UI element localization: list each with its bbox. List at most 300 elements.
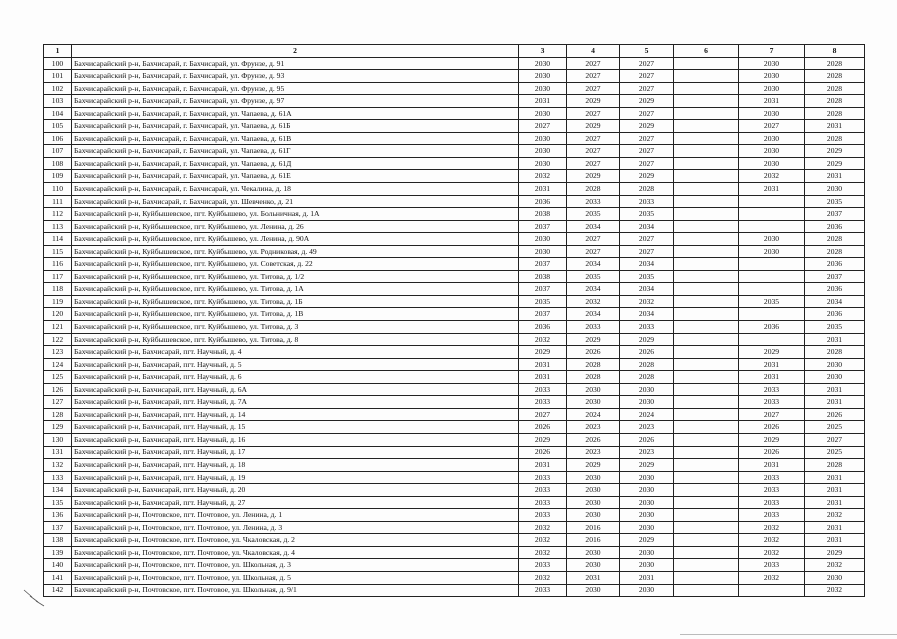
column-header: 6 [674,45,739,58]
row-number-cell: 105 [44,120,72,133]
col6-value-cell [674,433,739,446]
col7-year-cell [739,270,805,283]
col5-year-cell: 2028 [620,371,674,384]
address-cell: Бахчисарайский р-н, Почтовское, пгт. Почтовое, ул. Школьная, д. 3 [72,559,519,572]
col8-year-cell: 2031 [805,496,865,509]
col5-year-cell: 2035 [620,208,674,221]
col5-year-cell: 2029 [620,459,674,472]
row-number-cell: 124 [44,358,72,371]
table-row [44,107,865,120]
col5-year-cell: 2029 [620,333,674,346]
col3-year-cell: 2032 [519,521,567,534]
col4-year-cell: 2035 [567,208,620,221]
col5-year-cell: 2027 [620,57,674,70]
col8-year-cell: 2036 [805,308,865,321]
col3-year-cell: 2030 [519,157,567,170]
col8-year-cell: 2028 [805,346,865,359]
col8-year-cell: 2028 [805,132,865,145]
col7-year-cell: 2030 [739,132,805,145]
address-cell: Бахчисарайский р-н, Бахчисарай, пгт. Научный, д. 15 [72,421,519,434]
col3-year-cell: 2032 [519,546,567,559]
table-row [44,421,865,434]
col4-year-cell: 2031 [567,571,620,584]
row-number-cell: 103 [44,95,72,108]
col3-year-cell: 2030 [519,245,567,258]
column-header: 2 [72,45,519,58]
col5-year-cell: 2029 [620,95,674,108]
address-cell: Бахчисарайский р-н, Бахчисарай, пгт. Научный, д. 20 [72,484,519,497]
col6-value-cell [674,195,739,208]
address-cell: Бахчисарайский р-н, Бахчисарай, пгт. Научный, д. 5 [72,358,519,371]
col6-value-cell [674,333,739,346]
col8-year-cell: 2037 [805,270,865,283]
row-number-cell: 108 [44,157,72,170]
col7-year-cell: 2030 [739,57,805,70]
address-cell: Бахчисарайский р-н, Куйбышевское, пгт. Куйбышево, ул. Больничная, д. 1А [72,208,519,221]
col4-year-cell: 2030 [567,584,620,597]
col8-year-cell: 2032 [805,509,865,522]
col3-year-cell: 2037 [519,308,567,321]
table-row [44,571,865,584]
col6-value-cell [674,308,739,321]
column-header: 7 [739,45,805,58]
col5-year-cell: 2026 [620,433,674,446]
row-number-cell: 114 [44,233,72,246]
col4-year-cell: 2027 [567,157,620,170]
col3-year-cell: 2030 [519,132,567,145]
col4-year-cell: 2035 [567,270,620,283]
col7-year-cell [739,283,805,296]
row-number-cell: 115 [44,245,72,258]
row-number-cell: 119 [44,295,72,308]
table-row [44,383,865,396]
address-cell: Бахчисарайский р-н, Бахчисарай, г. Бахчисарай, ул. Чапаева, д. 61Д [72,157,519,170]
col7-year-cell: 2030 [739,245,805,258]
col4-year-cell: 2027 [567,245,620,258]
table-body [44,57,865,597]
col5-year-cell: 2030 [620,496,674,509]
address-cell: Бахчисарайский р-н, Бахчисарай, пгт. Научный, д. 4 [72,346,519,359]
row-number-cell: 133 [44,471,72,484]
col5-year-cell: 2035 [620,270,674,283]
col3-year-cell: 2026 [519,446,567,459]
col5-year-cell: 2027 [620,132,674,145]
table-row [44,195,865,208]
table-row [44,258,865,271]
col7-year-cell [739,584,805,597]
col8-year-cell: 2031 [805,383,865,396]
row-number-cell: 142 [44,584,72,597]
address-cell: Бахчисарайский р-н, Бахчисарай, пгт. Научный, д. 19 [72,471,519,484]
col3-year-cell: 2033 [519,383,567,396]
col6-value-cell [674,258,739,271]
address-cell: Бахчисарайский р-н, Бахчисарай, г. Бахчисарай, ул. Чапаева, д. 61А [72,107,519,120]
col4-year-cell: 2030 [567,471,620,484]
row-number-cell: 111 [44,195,72,208]
col8-year-cell: 2032 [805,559,865,572]
table-row [44,408,865,421]
row-number-cell: 117 [44,270,72,283]
col4-year-cell: 2027 [567,233,620,246]
col6-value-cell [674,95,739,108]
col8-year-cell: 2031 [805,534,865,547]
col7-year-cell: 2030 [739,145,805,158]
col3-year-cell: 2037 [519,220,567,233]
col3-year-cell: 2032 [519,571,567,584]
col8-year-cell: 2035 [805,195,865,208]
address-cell: Бахчисарайский р-н, Почтовское, пгт. Почтовое, ул. Чкаловская, д. 2 [72,534,519,547]
col8-year-cell: 2029 [805,145,865,158]
col6-value-cell [674,145,739,158]
address-cell: Бахчисарайский р-н, Почтовское, пгт. Почтовое, ул. Ленина, д. 3 [72,521,519,534]
col7-year-cell: 2033 [739,396,805,409]
col8-year-cell: 2037 [805,208,865,221]
col6-value-cell [674,170,739,183]
address-cell: Бахчисарайский р-н, Куйбышевское, пгт. Куйбышево, ул. Титова, д. 3 [72,321,519,334]
col8-year-cell: 2034 [805,295,865,308]
col5-year-cell: 2030 [620,396,674,409]
row-number-cell: 137 [44,521,72,534]
col3-year-cell: 2030 [519,107,567,120]
col6-value-cell [674,509,739,522]
table-header-row [44,45,865,58]
col4-year-cell: 2029 [567,170,620,183]
scan-edge-line [680,634,897,635]
col7-year-cell [739,333,805,346]
row-number-cell: 110 [44,183,72,196]
col7-year-cell: 2033 [739,471,805,484]
col7-year-cell: 2030 [739,157,805,170]
col5-year-cell: 2031 [620,571,674,584]
table-row [44,396,865,409]
table-row [44,358,865,371]
col5-year-cell: 2027 [620,70,674,83]
row-number-cell: 132 [44,459,72,472]
col4-year-cell: 2033 [567,321,620,334]
col6-value-cell [674,57,739,70]
col4-year-cell: 2033 [567,195,620,208]
col6-value-cell [674,132,739,145]
table-row [44,183,865,196]
row-number-cell: 131 [44,446,72,459]
col5-year-cell: 2029 [620,534,674,547]
col8-year-cell: 2028 [805,459,865,472]
address-cell: Бахчисарайский р-н, Бахчисарай, пгт. Научный, д. 6А [72,383,519,396]
col3-year-cell: 2031 [519,95,567,108]
table-row [44,484,865,497]
col5-year-cell: 2030 [620,584,674,597]
col8-year-cell: 2025 [805,446,865,459]
col3-year-cell: 2031 [519,459,567,472]
col6-value-cell [674,521,739,534]
address-cell: Бахчисарайский р-н, Куйбышевское, пгт. Куйбышево, ул. Титова, д. 1/2 [72,270,519,283]
col8-year-cell: 2027 [805,433,865,446]
col5-year-cell: 2027 [620,157,674,170]
table-row [44,170,865,183]
row-number-cell: 116 [44,258,72,271]
col8-year-cell: 2029 [805,546,865,559]
col3-year-cell: 2033 [519,471,567,484]
col3-year-cell: 2035 [519,295,567,308]
col3-year-cell: 2030 [519,57,567,70]
row-number-cell: 126 [44,383,72,396]
col7-year-cell: 2027 [739,120,805,133]
col5-year-cell: 2028 [620,183,674,196]
table-row [44,584,865,597]
col4-year-cell: 2027 [567,70,620,83]
col5-year-cell: 2023 [620,421,674,434]
address-cell: Бахчисарайский р-н, Бахчисарай, г. Бахчисарай, ул. Чапаева, д. 61Г [72,145,519,158]
col8-year-cell: 2032 [805,584,865,597]
address-cell: Бахчисарайский р-н, Куйбышевское, пгт. Куйбышево, ул. Родниковая, д. 49 [72,245,519,258]
col8-year-cell: 2025 [805,421,865,434]
row-number-cell: 121 [44,321,72,334]
table-row [44,559,865,572]
column-header: 3 [519,45,567,58]
row-number-cell: 125 [44,371,72,384]
col5-year-cell: 2030 [620,559,674,572]
scan-artifact-mark [22,588,52,608]
col4-year-cell: 2026 [567,346,620,359]
col7-year-cell [739,208,805,221]
table-row [44,70,865,83]
col3-year-cell: 2037 [519,258,567,271]
row-number-cell: 104 [44,107,72,120]
col4-year-cell: 2030 [567,396,620,409]
col5-year-cell: 2027 [620,82,674,95]
table-row [44,283,865,296]
address-cell: Бахчисарайский р-н, Бахчисарай, г. Бахчисарай, ул. Чапаева, д. 61Е [72,170,519,183]
col4-year-cell: 2028 [567,183,620,196]
col4-year-cell: 2029 [567,333,620,346]
col6-value-cell [674,408,739,421]
col6-value-cell [674,208,739,221]
column-header: 8 [805,45,865,58]
col3-year-cell: 2029 [519,346,567,359]
column-header: 4 [567,45,620,58]
col3-year-cell: 2031 [519,183,567,196]
col7-year-cell: 2030 [739,233,805,246]
address-cell: Бахчисарайский р-н, Почтовское, пгт. Почтовое, ул. Школьная, д. 9/1 [72,584,519,597]
col6-value-cell [674,421,739,434]
address-cell: Бахчисарайский р-н, Почтовское, пгт. Почтовое, ул. Ленина, д. 1 [72,509,519,522]
row-number-cell: 100 [44,57,72,70]
col5-year-cell: 2027 [620,233,674,246]
col6-value-cell [674,584,739,597]
col3-year-cell: 2027 [519,120,567,133]
col3-year-cell: 2027 [519,408,567,421]
row-number-cell: 129 [44,421,72,434]
col7-year-cell: 2036 [739,321,805,334]
col3-year-cell: 2030 [519,82,567,95]
col8-year-cell: 2026 [805,408,865,421]
col5-year-cell: 2027 [620,107,674,120]
col4-year-cell: 2016 [567,534,620,547]
col7-year-cell: 2026 [739,446,805,459]
col6-value-cell [674,82,739,95]
col4-year-cell: 2030 [567,383,620,396]
col8-year-cell: 2028 [805,107,865,120]
col5-year-cell: 2030 [620,509,674,522]
col8-year-cell: 2028 [805,57,865,70]
table-row [44,270,865,283]
col5-year-cell: 2029 [620,120,674,133]
col4-year-cell: 2027 [567,107,620,120]
table-row [44,371,865,384]
col6-value-cell [674,70,739,83]
address-cell: Бахчисарайский р-н, Бахчисарай, г. Бахчисарай, ул. Фрунзе, д. 95 [72,82,519,95]
col5-year-cell: 2027 [620,245,674,258]
col4-year-cell: 2030 [567,559,620,572]
table-row [44,57,865,70]
row-number-cell: 113 [44,220,72,233]
table-row [44,220,865,233]
col5-year-cell: 2029 [620,170,674,183]
col6-value-cell [674,283,739,296]
col7-year-cell: 2035 [739,295,805,308]
col3-year-cell: 2033 [519,396,567,409]
col7-year-cell: 2030 [739,82,805,95]
col3-year-cell: 2036 [519,321,567,334]
col4-year-cell: 2026 [567,433,620,446]
col4-year-cell: 2027 [567,57,620,70]
col6-value-cell [674,546,739,559]
col3-year-cell: 2033 [519,584,567,597]
col4-year-cell: 2034 [567,308,620,321]
col7-year-cell: 2031 [739,183,805,196]
col6-value-cell [674,534,739,547]
col4-year-cell: 2028 [567,371,620,384]
row-number-cell: 136 [44,509,72,522]
address-cell: Бахчисарайский р-н, Почтовское, пгт. Почтовое, ул. Школьная, д. 5 [72,571,519,584]
col8-year-cell: 2030 [805,358,865,371]
col6-value-cell [674,396,739,409]
col7-year-cell: 2033 [739,383,805,396]
address-cell: Бахчисарайский р-н, Бахчисарай, пгт. Научный, д. 14 [72,408,519,421]
col7-year-cell: 2030 [739,107,805,120]
table-row [44,546,865,559]
col7-year-cell: 2029 [739,346,805,359]
address-cell: Бахчисарайский р-н, Куйбышевское, пгт. Куйбышево, ул. Титова, д. 1А [72,283,519,296]
col3-year-cell: 2033 [519,509,567,522]
col6-value-cell [674,471,739,484]
address-cell: Бахчисарайский р-н, Куйбышевское, пгт. Куйбышево, ул. Ленина, д. 90А [72,233,519,246]
col4-year-cell: 2029 [567,120,620,133]
row-number-cell: 102 [44,82,72,95]
col8-year-cell: 2030 [805,183,865,196]
col5-year-cell: 2028 [620,358,674,371]
address-cell: Бахчисарайский р-н, Бахчисарай, г. Бахчисарай, ул. Фрунзе, д. 93 [72,70,519,83]
row-number-cell: 123 [44,346,72,359]
col8-year-cell: 2028 [805,82,865,95]
col7-year-cell: 2029 [739,433,805,446]
col3-year-cell: 2038 [519,270,567,283]
col6-value-cell [674,107,739,120]
col8-year-cell: 2035 [805,321,865,334]
row-number-cell: 141 [44,571,72,584]
col3-year-cell: 2029 [519,433,567,446]
col6-value-cell [674,346,739,359]
table-row [44,208,865,221]
col7-year-cell: 2031 [739,371,805,384]
table-row [44,82,865,95]
col6-value-cell [674,559,739,572]
col7-year-cell [739,308,805,321]
address-cell: Бахчисарайский р-н, Бахчисарай, пгт. Научный, д. 27 [72,496,519,509]
col7-year-cell [739,258,805,271]
row-number-cell: 109 [44,170,72,183]
table-row [44,132,865,145]
row-number-cell: 140 [44,559,72,572]
col3-year-cell: 2033 [519,559,567,572]
col8-year-cell: 2031 [805,333,865,346]
col7-year-cell: 2031 [739,358,805,371]
col7-year-cell: 2032 [739,534,805,547]
col4-year-cell: 2030 [567,484,620,497]
col8-year-cell: 2036 [805,220,865,233]
col4-year-cell: 2024 [567,408,620,421]
row-number-cell: 107 [44,145,72,158]
col8-year-cell: 2028 [805,245,865,258]
col7-year-cell: 2032 [739,571,805,584]
address-cell: Бахчисарайский р-н, Бахчисарай, пгт. Научный, д. 7А [72,396,519,409]
col3-year-cell: 2032 [519,534,567,547]
table-row [44,321,865,334]
col6-value-cell [674,295,739,308]
table-row [44,433,865,446]
col5-year-cell: 2032 [620,295,674,308]
col8-year-cell: 2036 [805,258,865,271]
col4-year-cell: 2030 [567,496,620,509]
col7-year-cell [739,195,805,208]
col7-year-cell: 2031 [739,459,805,472]
col7-year-cell: 2033 [739,559,805,572]
col5-year-cell: 2023 [620,446,674,459]
address-cell: Бахчисарайский р-н, Бахчисарай, г. Бахчисарай, ул. Фрунзе, д. 97 [72,95,519,108]
row-number-cell: 120 [44,308,72,321]
col4-year-cell: 2030 [567,546,620,559]
col8-year-cell: 2031 [805,484,865,497]
col4-year-cell: 2023 [567,421,620,434]
col3-year-cell: 2031 [519,371,567,384]
col8-year-cell: 2031 [805,521,865,534]
col6-value-cell [674,496,739,509]
col3-year-cell: 2031 [519,358,567,371]
col5-year-cell: 2033 [620,195,674,208]
col8-year-cell: 2036 [805,283,865,296]
row-number-cell: 135 [44,496,72,509]
table-row [44,346,865,359]
col6-value-cell [674,383,739,396]
col6-value-cell [674,321,739,334]
address-cell: Бахчисарайский р-н, Почтовское, пгт. Почтовое, ул. Чкаловская, д. 4 [72,546,519,559]
col4-year-cell: 2023 [567,446,620,459]
address-cell: Бахчисарайский р-н, Куйбышевское, пгт. Куйбышево, ул. Титова, д. 1Б [72,295,519,308]
address-cell: Бахчисарайский р-н, Куйбышевское, пгт. Куйбышево, ул. Ленина, д. 26 [72,220,519,233]
col4-year-cell: 2028 [567,358,620,371]
address-cell: Бахчисарайский р-н, Бахчисарай, г. Бахчисарай, ул. Шевченко, д. 21 [72,195,519,208]
col4-year-cell: 2029 [567,95,620,108]
table-row [44,308,865,321]
col7-year-cell: 2026 [739,421,805,434]
col8-year-cell: 2029 [805,157,865,170]
col3-year-cell: 2030 [519,233,567,246]
address-cell: Бахчисарайский р-н, Бахчисарай, пгт. Научный, д. 16 [72,433,519,446]
col3-year-cell: 2033 [519,496,567,509]
col6-value-cell [674,120,739,133]
col3-year-cell: 2030 [519,70,567,83]
col6-value-cell [674,484,739,497]
